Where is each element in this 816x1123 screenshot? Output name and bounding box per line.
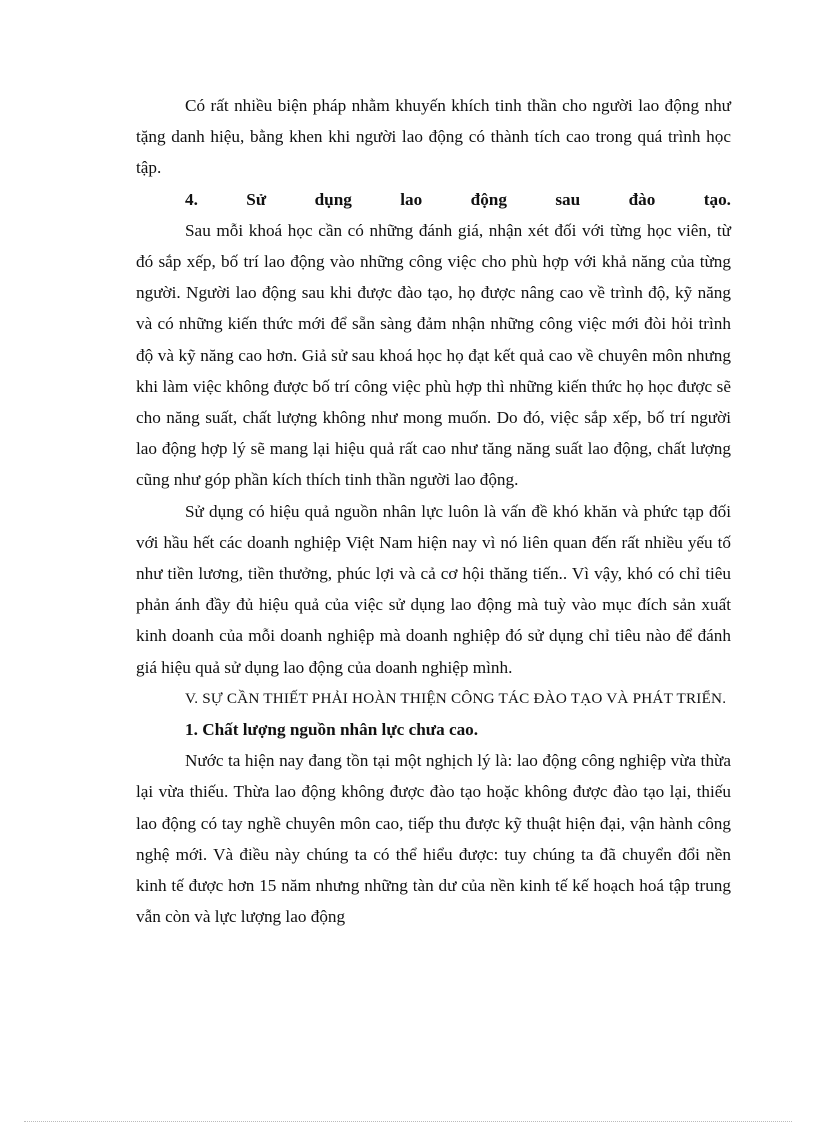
heading-word: động	[470, 189, 507, 209]
heading-word: dụng	[314, 189, 352, 209]
paragraph-post-training: Sau mỗi khoá học cần có những đánh giá, nhận xét đối với từng học viên, từ đó sắp xếp, bố trí lao động vào những công việc cho phù hợp với khả năng của từng người. Người lao động sau khi được đào tạo, họ được nâng cao về trình độ, kỹ năng và có những kiến thức mới để sẵn sàng đảm nhận những công việc mới đòi hỏi trình độ và kỹ năng cao hơn. Giả sử sau khoá học họ đạt kết quả cao về chuyên môn nhưng khi làm việc không được bố trí công việc phù hợp thì những kiến thức họ học được sẽ cho năng suất, chất lượng không như mong muốn. Do đó, việc sắp xếp, bố trí người lao động hợp lý sẽ mang lại hiệu quả rất cao như tăng năng suất lao động, chất lượng cũng như góp phần kích thích tinh thần người lao động.	[136, 220, 731, 490]
heading-word: 4.	[185, 189, 198, 209]
heading-word: sau	[555, 189, 581, 209]
heading-word: lao	[400, 189, 423, 209]
page-bottom-divider	[24, 1121, 792, 1122]
document-page	[136, 90, 731, 932]
heading-1-quality: 1. Chất lượng nguồn nhân lực chưa cao.	[185, 720, 479, 740]
paragraph-efficiency: Sử dụng có hiệu quả nguồn nhân lực luôn là vấn đề khó khăn và phức tạp đối với hầu hết các doanh nghiệp Việt Nam hiện nay vì nó liên quan đến rất nhiều yếu tố như tiền lương, tiền thưởng, phúc lợi và cả cơ hội thăng tiến.. Vì vậy, khó có chỉ tiêu phản ánh đầy đủ hiệu quả của việc sử dụng lao động mà tuỳ vào mục đích sản xuất kinh doanh của mỗi doanh nghiệp mà doanh nghiệp đó sử dụng chỉ tiêu nào để đánh giá hiệu quả sử dụng lao động của doanh nghiệp mình.	[136, 501, 731, 677]
heading-word: Sử	[246, 189, 267, 209]
heading-word: đào	[628, 189, 656, 209]
heading-4-post-training	[136, 184, 731, 215]
paragraph-incentives: Có rất nhiều biện pháp nhằm khuyến khích tinh thần cho người lao động như tặng danh hiệu, bằng khen khi người lao động có thành tích cao trong quá trình học tập.	[136, 96, 731, 178]
section-v-heading: V. SỰ CẦN THIẾT PHẢI HOÀN THIỆN CÔNG TÁC ĐÀO TẠO VÀ PHÁT TRIỂN.	[185, 689, 727, 707]
paragraph-paradox: Nước ta hiện nay đang tồn tại một nghịch lý là: lao động công nghiệp vừa thừa lại vừa thiếu. Thừa lao động không được đào tạo hoặc không được đào tạo lại, thiếu lao động có tay nghề chuyên môn cao, tiếp thu được kỹ thuật hiện đại, vận hành công nghệ mới. Và điều này chúng ta có thể hiểu được: tuy chúng ta đã chuyển đổi nền kinh tế được hơn 15 năm nhưng những tàn dư của nền kinh tế kế hoạch hoá tập trung vẫn còn và lực lượng lao động	[136, 751, 731, 927]
heading-word: tạo.	[703, 189, 731, 209]
